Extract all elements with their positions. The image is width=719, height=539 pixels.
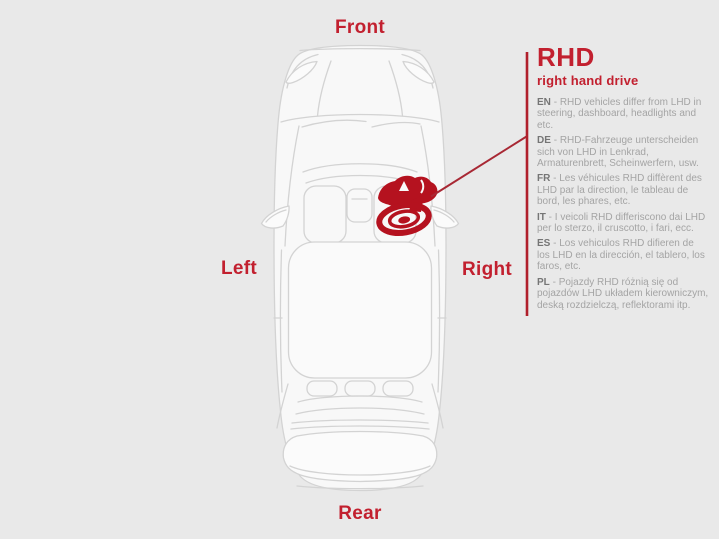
- entry-pl: PL - Pojazdy RHD różnią się od pojazdów LHD układem kierowniczym, deską rozdzielczą, reflektorami itp.: [537, 276, 709, 311]
- left-label: Left: [220, 258, 258, 279]
- callout-line: [431, 137, 527, 197]
- trunk-panel: [283, 432, 437, 482]
- language-entries: [537, 97, 709, 311]
- roof-panel: [289, 242, 432, 378]
- rear-label: Rear: [338, 503, 382, 524]
- rhd-info-panel: [537, 44, 709, 315]
- entry-es: ES - Los vehiculos RHD difieren de los LHD en la dirección, el tablero, los faros, etc.: [537, 238, 705, 273]
- panel-title: RHD: [537, 42, 595, 72]
- front-label: Front: [334, 17, 386, 38]
- entry-en: EN - RHD vehicles differ from LHD in steering, dashboard, headlights and etc.: [537, 97, 702, 131]
- entry-it: IT - I veicoli RHD differiscono dai LHD per lo sterzo, il cruscotto, i fari, ecc.: [537, 211, 706, 235]
- entry-de: DE - RHD-Fahrzeuge unterscheiden sich von LHD in Lenkrad, Armaturenbrett, Scheinwerfern, usw.: [537, 135, 699, 170]
- panel-subtitle: right hand drive: [537, 73, 639, 88]
- entry-fr: FR - Les véhicules RHD diffèrent des LHD par la direction, le tableau de bord, les phares, etc.: [537, 173, 702, 208]
- right-label: Right: [461, 259, 513, 280]
